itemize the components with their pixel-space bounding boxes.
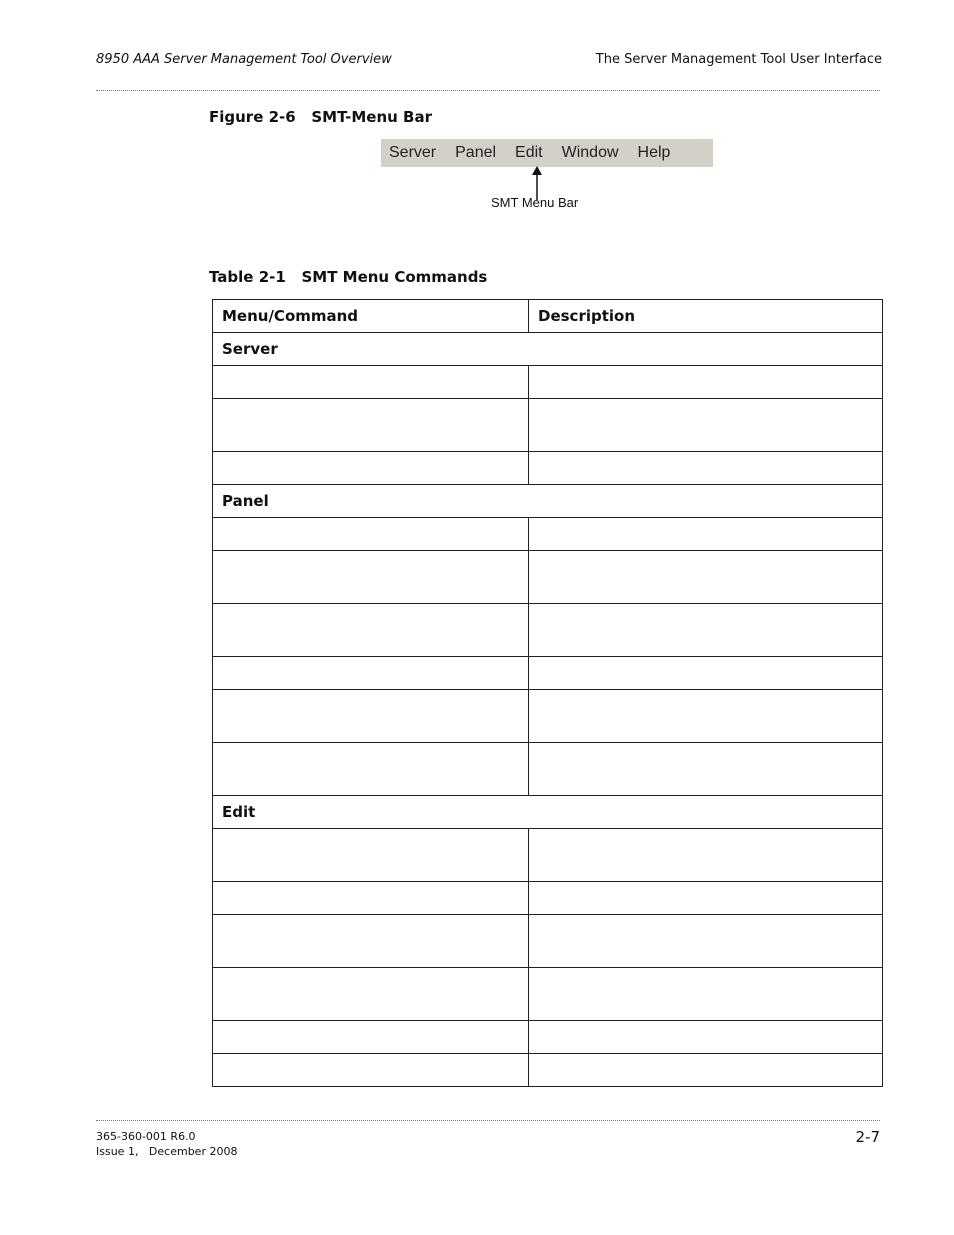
table-row — [213, 690, 883, 743]
cell-menu-command — [213, 690, 529, 743]
table-group-label: Edit — [213, 796, 883, 829]
cell-menu-command — [213, 915, 529, 968]
table-group-row — [213, 485, 883, 518]
menu-item-panel: Panel — [455, 144, 497, 161]
table-row — [213, 657, 883, 690]
table-row — [213, 882, 883, 915]
cell-menu-command — [213, 743, 529, 796]
running-header-section: The Server Management Tool User Interface — [595, 52, 882, 67]
table-row — [213, 968, 883, 1021]
running-header-title: 8950 AAA Server Management Tool Overview — [96, 52, 392, 67]
cell-description — [529, 551, 883, 604]
table-row — [213, 743, 883, 796]
table-row — [213, 518, 883, 551]
footer-issue: Issue 1, December 2008 — [96, 1145, 238, 1158]
table-row — [213, 551, 883, 604]
table-group-row — [213, 333, 883, 366]
smt-menu-commands-table — [212, 299, 883, 1087]
menu-item-server: Server — [389, 144, 437, 161]
menu-item-edit: Edit — [515, 144, 543, 161]
table-group-label: Server — [213, 333, 883, 366]
cell-description — [529, 366, 883, 399]
cell-description — [529, 604, 883, 657]
cell-menu-command — [213, 1021, 529, 1054]
cell-menu-command — [213, 882, 529, 915]
column-header-menu-command: Menu/Command — [213, 300, 529, 333]
cell-description — [529, 690, 883, 743]
cell-menu-command — [213, 518, 529, 551]
cell-description — [529, 915, 883, 968]
table-row — [213, 399, 883, 452]
page-number: 2-7 — [855, 1128, 880, 1146]
smt-menu-bar — [381, 139, 713, 167]
figure-caption: Figure 2-6 SMT-Menu Bar — [209, 108, 432, 126]
table-row — [213, 366, 883, 399]
table-row — [213, 604, 883, 657]
cell-menu-command — [213, 551, 529, 604]
cell-description — [529, 1054, 883, 1087]
table-group-label: Panel — [213, 485, 883, 518]
table-row — [213, 452, 883, 485]
cell-menu-command — [213, 657, 529, 690]
cell-description — [529, 657, 883, 690]
table-row — [213, 1054, 883, 1087]
table-header-row — [213, 300, 883, 333]
cell-menu-command — [213, 1054, 529, 1087]
cell-menu-command — [213, 829, 529, 882]
cell-description — [529, 829, 883, 882]
cell-menu-command — [213, 399, 529, 452]
column-header-description: Description — [529, 300, 883, 333]
footer-divider — [96, 1120, 880, 1121]
table-group-row — [213, 796, 883, 829]
table-row — [213, 915, 883, 968]
table-caption: Table 2-1 SMT Menu Commands — [209, 268, 488, 286]
footer-doc-id: 365-360-001 R6.0 — [96, 1130, 196, 1143]
footer-doc-info — [96, 1129, 237, 1159]
cell-description — [529, 518, 883, 551]
cell-description — [529, 968, 883, 1021]
cell-description — [529, 1021, 883, 1054]
cell-description — [529, 882, 883, 915]
menu-item-window: Window — [561, 144, 619, 161]
figure-callout-label: SMT Menu Bar — [491, 195, 579, 210]
cell-description — [529, 399, 883, 452]
cell-menu-command — [213, 366, 529, 399]
menu-item-help: Help — [637, 144, 671, 161]
cell-description — [529, 743, 883, 796]
cell-menu-command — [213, 452, 529, 485]
table-row — [213, 1021, 883, 1054]
header-divider — [96, 90, 880, 91]
table-body — [213, 333, 883, 1087]
cell-menu-command — [213, 968, 529, 1021]
cell-menu-command — [213, 604, 529, 657]
table-row — [213, 829, 883, 882]
cell-description — [529, 452, 883, 485]
